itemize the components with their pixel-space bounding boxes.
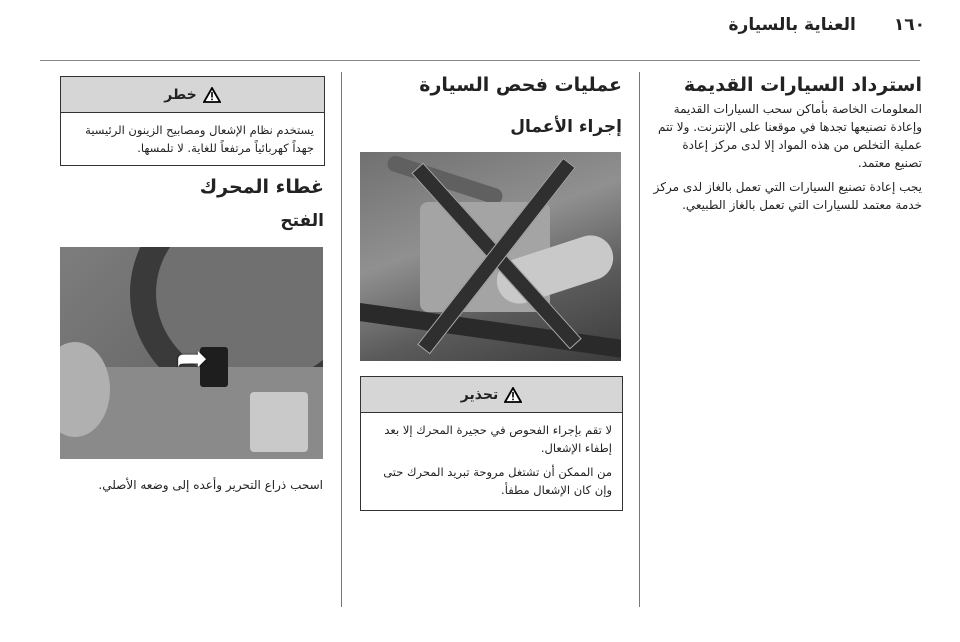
paragraph: المعلومات الخاصة بأماكن سحب السيارات القديمة وإعادة تصنيعها تجدها في موقعنا على الإنترنت. ولا تتم عملية التخلص من هذه المواد إلا لدى مركز إعادة تصنيع معتمد. bbox=[657, 102, 922, 170]
section-heading-old-vehicle-recovery: استرداد السيارات القديمة bbox=[683, 74, 922, 96]
caution-paragraph: من الممكن أن تشتغل مروحة تبريد المحرك حتى وإن كان الإشعال مطفأ. bbox=[383, 465, 612, 497]
warning-triangle-icon bbox=[504, 387, 522, 403]
danger-box bbox=[60, 76, 325, 166]
section-heading-vehicle-checks: عمليات فحص السيارة bbox=[419, 74, 622, 96]
header-divider bbox=[40, 60, 920, 61]
bonnet-release-lever-illustration bbox=[60, 247, 323, 459]
column-vehicle-checks bbox=[358, 70, 622, 140]
engine-bay-illustration bbox=[360, 152, 621, 361]
image-caption: اسحب ذراع التحرير وأعده إلى وضعه الأصلي. bbox=[98, 478, 323, 492]
column-divider-left bbox=[341, 72, 342, 607]
danger-header bbox=[61, 77, 324, 113]
page-number: ١٦٠ bbox=[893, 15, 925, 35]
page-header bbox=[325, 8, 925, 42]
caution-paragraph: لا تقم بإجراء الفحوص في حجيرة المحرك إلا بعد إطفاء الإشعال. bbox=[384, 423, 612, 455]
caution-title: تحذير bbox=[460, 386, 499, 403]
subheading-opening: الفتح bbox=[280, 211, 324, 231]
warning-triangle-icon bbox=[203, 87, 221, 103]
running-title: العناية بالسيارة bbox=[728, 15, 856, 35]
section-heading-bonnet: غطاء المحرك bbox=[199, 176, 324, 198]
column-divider-right bbox=[639, 72, 640, 607]
subheading-performing-work: إجراء الأعمال bbox=[510, 117, 622, 137]
column-old-vehicle-recovery bbox=[652, 70, 922, 220]
pull-arrow-icon: ➦ bbox=[176, 336, 208, 380]
paragraph: يجب إعادة تصنيع السيارات التي تعمل بالغاز لدى مركز خدمة معتمد للسيارات التي تعمل بالغاز الطبيعي. bbox=[653, 180, 922, 212]
column-bonnet bbox=[60, 172, 324, 234]
danger-text: يستخدم نظام الإشعال ومصابيح الزينون الرئيسية جهداً كهربائياً مرتفعاً للغاية. لا تلمسها. bbox=[85, 123, 314, 155]
caution-box bbox=[360, 376, 623, 511]
caution-header bbox=[361, 377, 622, 413]
danger-title: خطر bbox=[164, 86, 197, 103]
